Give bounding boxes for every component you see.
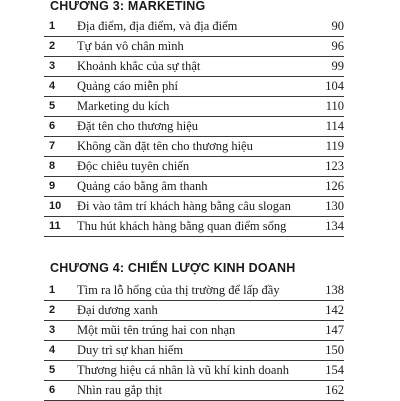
toc-entry [44, 217, 344, 237]
entry-title: Duy trì sự khan hiếm [77, 343, 184, 357]
entry-number: 1 [49, 284, 56, 296]
chapter-3-heading: CHƯƠNG 3: MARKETING [50, 0, 206, 13]
entry-number: 4 [49, 80, 56, 92]
chapter-4-list [44, 281, 344, 401]
entry-number: 11 [49, 220, 61, 232]
entry-number: 2 [49, 304, 56, 316]
entry-title: Marketing du kích [77, 99, 170, 113]
entry-number: 6 [49, 120, 56, 132]
entry-title: Thương hiệu cá nhân là vũ khí kinh doanh [77, 363, 289, 377]
entry-page: 150 [325, 343, 344, 357]
entry-number: 5 [49, 364, 56, 376]
entry-title: Đại dương xanh [77, 303, 158, 317]
entry-title: Thu hút khách hàng bằng quan điểm sống [77, 219, 287, 233]
toc-entry [44, 341, 344, 361]
entry-number: 9 [49, 180, 56, 192]
chapter-3-list [44, 17, 344, 237]
entry-title: Quảng cáo bằng âm thanh [77, 179, 208, 193]
entry-page: 114 [325, 119, 344, 133]
entry-number: 10 [49, 200, 62, 212]
entry-title: Đặt tên cho thương hiệu [77, 119, 198, 133]
entry-title: Tìm ra lỗ hổng của thị trường để lấp đầy [77, 283, 280, 297]
entry-title: Khoảnh khắc của sự thật [77, 59, 201, 73]
toc-entry [44, 77, 344, 97]
toc-entry [44, 381, 344, 401]
entry-page: 99 [331, 59, 344, 73]
entry-number: 3 [49, 60, 56, 72]
entry-page: 104 [325, 79, 344, 93]
entry-page: 162 [325, 383, 344, 397]
entry-page: 138 [325, 283, 344, 297]
toc-entry [44, 117, 344, 137]
entry-page: 119 [325, 139, 344, 153]
toc-entry [44, 361, 344, 381]
entry-number: 7 [49, 140, 56, 152]
entry-number: 1 [49, 20, 56, 32]
toc-entry [44, 281, 344, 301]
toc-entry [44, 17, 344, 37]
entry-page: 154 [325, 363, 344, 377]
entry-page: 130 [325, 199, 344, 213]
toc-entry [44, 301, 344, 321]
entry-title: Đi vào tâm trí khách hàng bằng câu slogan [77, 199, 291, 213]
toc-entry [44, 57, 344, 77]
toc-entry [44, 321, 344, 341]
entry-page: 126 [325, 179, 344, 193]
entry-title: Nhìn rau gắp thịt [77, 383, 163, 397]
chapter-4-heading: CHƯƠNG 4: CHIẾN LƯỢC KINH DOANH [50, 261, 296, 275]
entry-number: 8 [49, 160, 56, 172]
entry-number: 2 [49, 40, 56, 52]
toc-entry [44, 157, 344, 177]
entry-number: 4 [49, 344, 56, 356]
toc-entry [44, 97, 344, 117]
toc-entry [44, 177, 344, 197]
entry-page: 123 [325, 159, 344, 173]
entry-title: Một mũi tên trúng hai con nhạn [77, 323, 236, 337]
toc-entry [44, 137, 344, 157]
entry-number: 3 [49, 324, 56, 336]
entry-number: 6 [49, 384, 56, 396]
entry-title: Tự bán vô chân mình [77, 39, 184, 53]
entry-page: 147 [325, 323, 344, 337]
entry-page: 110 [325, 99, 344, 113]
entry-number: 5 [49, 100, 56, 112]
entry-title: Quảng cáo miễn phí [77, 79, 179, 93]
entry-page: 142 [325, 303, 344, 317]
entry-page: 90 [331, 19, 344, 33]
entry-title: Địa điểm, địa điểm, và địa điểm [77, 19, 238, 33]
entry-page: 96 [331, 39, 344, 53]
entry-title: Độc chiêu tuyên chiến [77, 159, 190, 173]
toc-entry [44, 197, 344, 217]
entry-page: 134 [325, 219, 344, 233]
entry-title: Không cần đặt tên cho thương hiệu [77, 139, 253, 153]
toc-entry [44, 37, 344, 57]
